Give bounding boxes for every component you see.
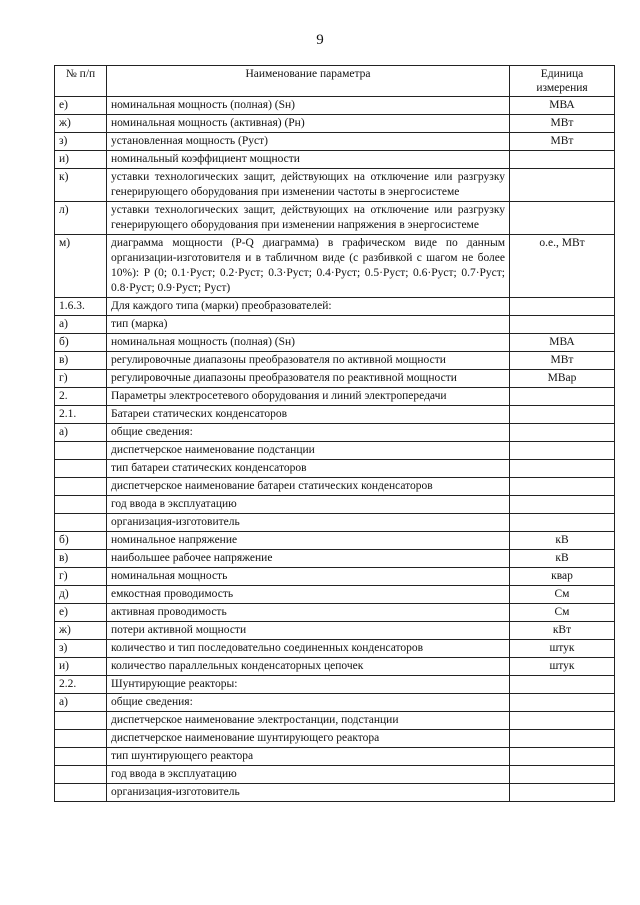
table-row xyxy=(55,202,615,235)
row-parameter-name: емкостная проводимость xyxy=(107,586,510,604)
row-parameter-name: диспетчерское наименование батареи статических конденсаторов xyxy=(107,478,510,496)
row-parameter-name: наибольшее рабочее напряжение xyxy=(107,550,510,568)
table-row xyxy=(55,766,615,784)
row-number: в) xyxy=(55,550,107,568)
row-unit: МВА xyxy=(510,334,615,352)
row-number: з) xyxy=(55,640,107,658)
row-unit xyxy=(510,460,615,478)
table-row xyxy=(55,352,615,370)
row-number: 2. xyxy=(55,388,107,406)
row-number xyxy=(55,460,107,478)
row-parameter-name: год ввода в эксплуатацию xyxy=(107,496,510,514)
row-number: е) xyxy=(55,604,107,622)
row-parameter-name: тип (марка) xyxy=(107,316,510,334)
row-unit xyxy=(510,478,615,496)
row-unit: кВт xyxy=(510,622,615,640)
row-parameter-name: год ввода в эксплуатацию xyxy=(107,766,510,784)
header-unit-line2: измерения xyxy=(536,82,588,94)
row-number: г) xyxy=(55,370,107,388)
row-number: ж) xyxy=(55,115,107,133)
row-parameter-name: организация-изготовитель xyxy=(107,514,510,532)
row-unit: МВА xyxy=(510,97,615,115)
row-unit: МВт xyxy=(510,133,615,151)
row-parameter-name: количество и тип последовательно соединенных конденсаторов xyxy=(107,640,510,658)
row-number xyxy=(55,766,107,784)
row-number xyxy=(55,442,107,460)
row-unit: о.е., МВт xyxy=(510,235,615,298)
table-row xyxy=(55,388,615,406)
table-row xyxy=(55,748,615,766)
table-row xyxy=(55,712,615,730)
table-row xyxy=(55,532,615,550)
row-parameter-name: регулировочные диапазоны преобразователя по активной мощности xyxy=(107,352,510,370)
row-number xyxy=(55,784,107,802)
table-row xyxy=(55,151,615,169)
row-parameter-name: уставки технологических защит, действующих на отключение или разгрузку генерирующего оборудования при изменении напряжения в энергосистеме xyxy=(107,202,510,235)
row-number xyxy=(55,496,107,514)
row-parameter-name: общие сведения: xyxy=(107,424,510,442)
row-unit: кВ xyxy=(510,550,615,568)
row-unit: кВ xyxy=(510,532,615,550)
row-parameter-name: номинальное напряжение xyxy=(107,532,510,550)
row-unit: МВар xyxy=(510,370,615,388)
table-row xyxy=(55,334,615,352)
row-parameter-name: диспетчерское наименование электростанции, подстанции xyxy=(107,712,510,730)
row-number: 2.1. xyxy=(55,406,107,424)
row-unit xyxy=(510,388,615,406)
table-row xyxy=(55,169,615,202)
row-parameter-name: уставки технологических защит, действующих на отключение или разгрузку генерирующего оборудования при изменении частоты в энергосистеме xyxy=(107,169,510,202)
row-number: и) xyxy=(55,151,107,169)
table-row xyxy=(55,622,615,640)
table-row xyxy=(55,568,615,586)
row-unit xyxy=(510,676,615,694)
table-row xyxy=(55,496,615,514)
row-parameter-name: регулировочные диапазоны преобразователя по реактивной мощности xyxy=(107,370,510,388)
row-parameter-name: Батареи статических конденсаторов xyxy=(107,406,510,424)
row-unit xyxy=(510,169,615,202)
row-number: г) xyxy=(55,568,107,586)
table-row xyxy=(55,514,615,532)
row-number: ж) xyxy=(55,622,107,640)
row-parameter-name: установленная мощность (Pуст) xyxy=(107,133,510,151)
row-number: б) xyxy=(55,532,107,550)
table-row xyxy=(55,784,615,802)
row-unit: квар xyxy=(510,568,615,586)
row-parameter-name: номинальный коэффициент мощности xyxy=(107,151,510,169)
row-parameter-name: Шунтирующие реакторы: xyxy=(107,676,510,694)
table-row xyxy=(55,424,615,442)
row-parameter-name: активная проводимость xyxy=(107,604,510,622)
row-unit xyxy=(510,766,615,784)
row-number xyxy=(55,712,107,730)
row-number: м) xyxy=(55,235,107,298)
row-number: б) xyxy=(55,334,107,352)
row-unit xyxy=(510,784,615,802)
row-number: а) xyxy=(55,424,107,442)
table-row xyxy=(55,676,615,694)
row-number xyxy=(55,478,107,496)
row-unit xyxy=(510,316,615,334)
table-row xyxy=(55,442,615,460)
row-number: а) xyxy=(55,694,107,712)
row-unit xyxy=(510,730,615,748)
table-row xyxy=(55,316,615,334)
row-unit xyxy=(510,202,615,235)
row-parameter-name: тип шунтирующего реактора xyxy=(107,748,510,766)
row-unit: штук xyxy=(510,658,615,676)
row-number: 1.6.3. xyxy=(55,298,107,316)
row-number: в) xyxy=(55,352,107,370)
row-parameter-name: диспетчерское наименование шунтирующего реактора xyxy=(107,730,510,748)
table-row xyxy=(55,604,615,622)
row-unit: МВт xyxy=(510,352,615,370)
row-unit xyxy=(510,424,615,442)
table-row xyxy=(55,694,615,712)
table-body xyxy=(55,97,615,802)
header-unit-line1: Единица xyxy=(540,68,584,80)
table-row xyxy=(55,550,615,568)
row-number: к) xyxy=(55,169,107,202)
page-number: 9 xyxy=(316,32,324,48)
table-row xyxy=(55,640,615,658)
row-unit xyxy=(510,514,615,532)
row-parameter-name: Для каждого типа (марки) преобразователей: xyxy=(107,298,510,316)
row-parameter-name: номинальная мощность xyxy=(107,568,510,586)
row-number: д) xyxy=(55,586,107,604)
table-row xyxy=(55,235,615,298)
row-unit xyxy=(510,151,615,169)
table-row xyxy=(55,133,615,151)
row-unit: штук xyxy=(510,640,615,658)
row-number: з) xyxy=(55,133,107,151)
row-unit xyxy=(510,748,615,766)
row-unit xyxy=(510,496,615,514)
row-number: а) xyxy=(55,316,107,334)
row-parameter-name: номинальная мощность (полная) (Sн) xyxy=(107,97,510,115)
row-unit xyxy=(510,712,615,730)
table-header-row xyxy=(55,66,615,97)
row-unit: МВт xyxy=(510,115,615,133)
row-unit: См xyxy=(510,604,615,622)
row-number xyxy=(55,748,107,766)
table-row xyxy=(55,298,615,316)
header-name: Наименование параметра xyxy=(107,66,510,97)
row-number: и) xyxy=(55,658,107,676)
row-parameter-name: номинальная мощность (активная) (Pн) xyxy=(107,115,510,133)
header-unit xyxy=(510,66,615,97)
row-unit: См xyxy=(510,586,615,604)
row-parameter-name: номинальная мощность (полная) (Sн) xyxy=(107,334,510,352)
row-unit xyxy=(510,694,615,712)
header-num: № п/п xyxy=(55,66,107,97)
row-number: л) xyxy=(55,202,107,235)
table-row xyxy=(55,406,615,424)
row-parameter-name: потери активной мощности xyxy=(107,622,510,640)
row-parameter-name: диаграмма мощности (P-Q диаграмма) в графическом виде по данным организации-изготовителя и в табличном виде (с разбивкой с шагом не более 10%): P (0; 0.1·Руст; 0.2·Руст; 0.3·Руст; 0.4·Руст; 0.5·Руст; 0.6·Руст; 0.7·Руст; 0.8·Руст; 0.9·Руст; Руст) xyxy=(107,235,510,298)
row-number: е) xyxy=(55,97,107,115)
table-row xyxy=(55,370,615,388)
row-number: 2.2. xyxy=(55,676,107,694)
row-number xyxy=(55,730,107,748)
row-unit xyxy=(510,442,615,460)
table-row xyxy=(55,460,615,478)
table-row xyxy=(55,478,615,496)
row-parameter-name: общие сведения: xyxy=(107,694,510,712)
row-unit xyxy=(510,406,615,424)
table-row xyxy=(55,586,615,604)
table-row xyxy=(55,115,615,133)
table-row xyxy=(55,730,615,748)
row-parameter-name: тип батареи статических конденсаторов xyxy=(107,460,510,478)
table-row xyxy=(55,97,615,115)
row-parameter-name: Параметры электросетевого оборудования и линий электропередачи xyxy=(107,388,510,406)
parameters-table xyxy=(54,65,615,802)
row-parameter-name: диспетчерское наименование подстанции xyxy=(107,442,510,460)
row-parameter-name: количество параллельных конденсаторных цепочек xyxy=(107,658,510,676)
row-parameter-name: организация-изготовитель xyxy=(107,784,510,802)
row-number xyxy=(55,514,107,532)
row-unit xyxy=(510,298,615,316)
table-row xyxy=(55,658,615,676)
